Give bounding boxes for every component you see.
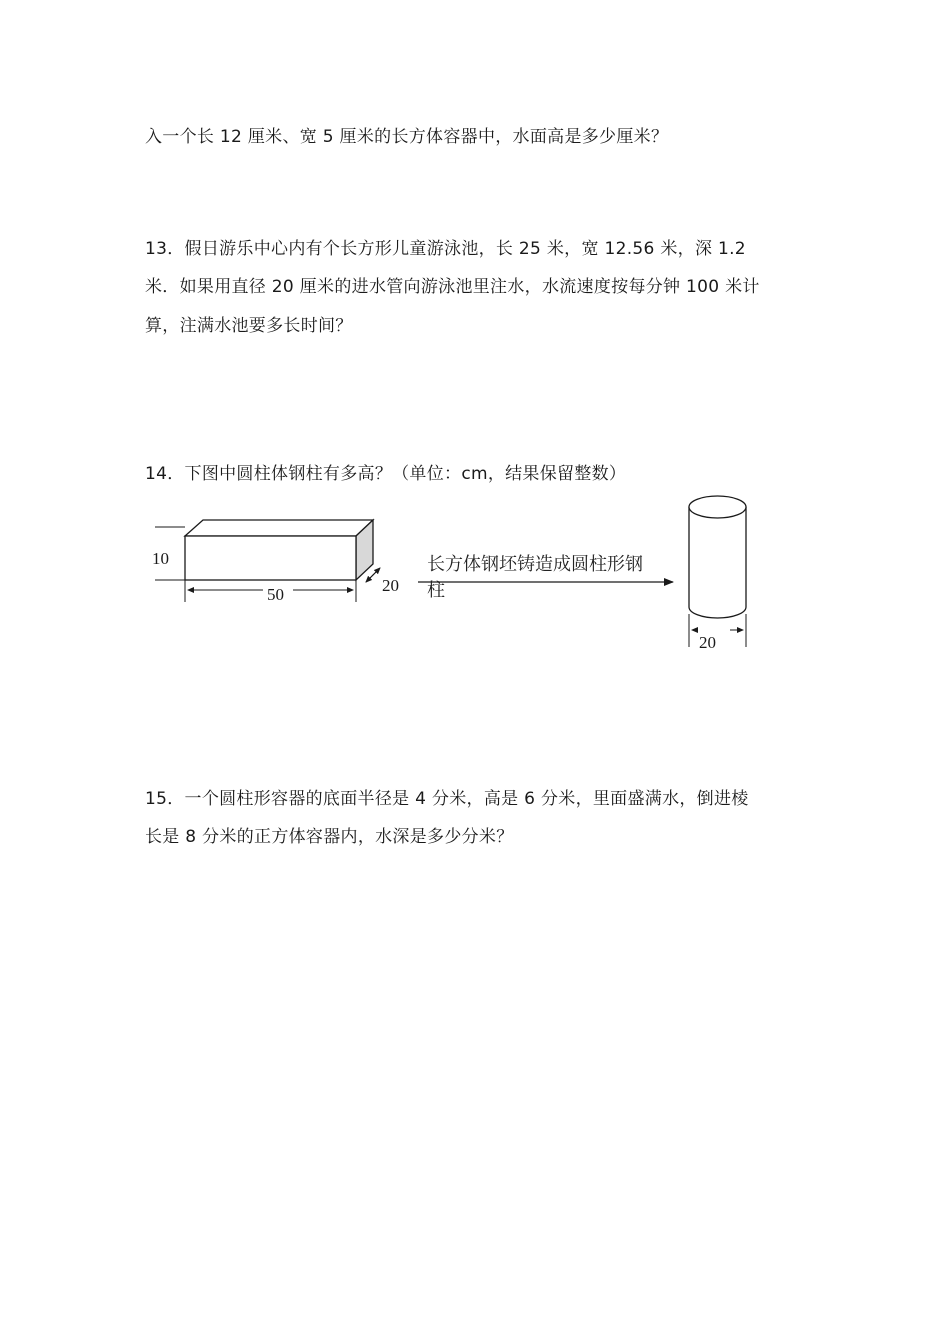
question-15-line-1: 15．一个圆柱形容器的底面半径是 4 分米，高是 6 分米，里面盛满水，倒进棱 — [145, 789, 749, 809]
cylinder-diameter-label: 20 — [699, 633, 716, 652]
cuboid-shape — [185, 520, 373, 580]
question-14-line-1: 14．下图中圆柱体钢柱有多高？（单位：cm，结果保留整数） — [145, 464, 627, 484]
question-15-line-2: 长是 8 分米的正方体容器内，水深是多少分米？ — [145, 827, 514, 847]
box-width-label: 20 — [382, 576, 399, 595]
question-13-line-3: 算，注满水池要多长时间？ — [145, 316, 353, 336]
q14-figure — [0, 490, 950, 690]
question-13-line-1: 13．假日游乐中心内有个长方形儿童游泳池，长 25 米，宽 12.56 米，深 1.2 — [145, 239, 746, 259]
arrow-caption-line-1: 长方体钢坯铸造成圆柱形钢 — [427, 554, 643, 575]
box-height-label: 10 — [152, 549, 169, 568]
question-13-line-2: 米．如果用直径 20 厘米的进水管向游泳池里注水，水流速度按每分钟 100 米计 — [145, 277, 760, 297]
arrow-caption-line-2: 柱 — [427, 580, 445, 601]
diameter-dimension-lines — [689, 614, 746, 647]
box-length-label: 50 — [267, 585, 284, 604]
width-dimension-lines — [366, 568, 380, 582]
cylinder-shape — [689, 496, 746, 618]
question-12-continuation: 入一个长 12 厘米、宽 5 厘米的长方体容器中，水面高是多少厘米？ — [145, 127, 669, 147]
